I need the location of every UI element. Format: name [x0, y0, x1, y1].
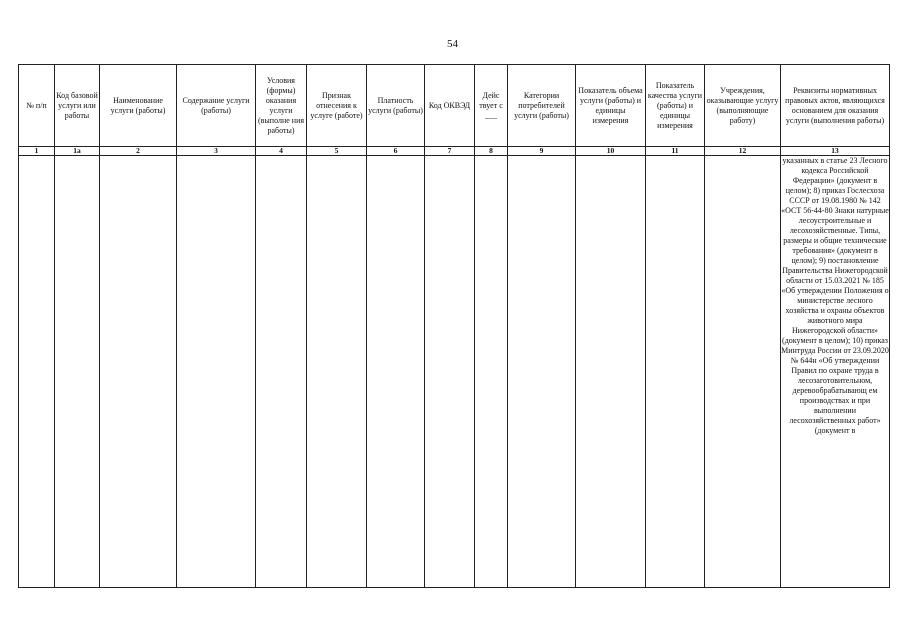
column-number: 8 — [475, 147, 508, 156]
table-cell — [646, 156, 705, 588]
header-cell: Код ОКВЭД — [425, 65, 475, 147]
header-cell: Учреждения, оказывающие услугу (выполняющие работу) — [705, 65, 781, 147]
column-number: 6 — [367, 147, 425, 156]
header-cell: Показатель объема услуги (работы) и единицы измерения — [576, 65, 646, 147]
column-number-row — [19, 147, 890, 156]
header-cell: Условия (формы) оказания услуги (выполне ния работы) — [256, 65, 307, 147]
column-number: 12 — [705, 147, 781, 156]
table-cell — [100, 156, 177, 588]
header-cell: Дейс твует с ___ — [475, 65, 508, 147]
header-cell: Категории потребителей услуги (работы) — [508, 65, 576, 147]
header-cell: Признак отнесения к услуге (работе) — [307, 65, 367, 147]
column-number: 1а — [55, 147, 100, 156]
column-number: 3 — [177, 147, 256, 156]
column-number: 7 — [425, 147, 475, 156]
header-row — [19, 65, 890, 147]
column-number: 10 — [576, 147, 646, 156]
table-cell — [576, 156, 646, 588]
table-cell — [256, 156, 307, 588]
header-cell: Содержание услуги (работы) — [177, 65, 256, 147]
table-cell — [307, 156, 367, 588]
header-cell: Показатель качества услуги (работы) и единицы измерения — [646, 65, 705, 147]
header-cell: Платность услуги (работы) — [367, 65, 425, 147]
table-cell — [475, 156, 508, 588]
table-cell — [705, 156, 781, 588]
column-number: 5 — [307, 147, 367, 156]
header-cell: Наименование услуги (работы) — [100, 65, 177, 147]
table-cell — [367, 156, 425, 588]
column-number: 4 — [256, 147, 307, 156]
table-row — [19, 156, 890, 588]
table-cell — [425, 156, 475, 588]
legal-acts-cell: указанных в статье 23 Лесного кодекса Российской Федерации» (документ в целом); 8) приказ Гослесхоза СССР от 19.08.1980 № 142 «ОСТ 56-44-80 Знаки натурные лесоустроительные и лесохозяйственные. Типы, размеры и общие технические требования» (документ в целом); 9) постановление Правительства Нижегородской области от 15.03.2021 № 185 «Об утверждении Положения о министерстве лесного хозяйства и охраны объектов животного мира Нижегородской области» (документ в целом); 10) приказ Минтруда России от 23.09.2020 № 644н «Об утверждении Правил по охране труда в лесозаготовительном, деревообрабатывающ ем производствах и при выполнении лесохозяйственных работ» (документ в — [781, 156, 890, 588]
header-cell: № п/п — [19, 65, 55, 147]
page-number: 54 — [447, 38, 458, 50]
services-registry-table — [18, 64, 890, 588]
table-cell — [508, 156, 576, 588]
table-cell — [55, 156, 100, 588]
header-cell: Реквизиты нормативных правовых актов, являющихся основанием для оказания услуги (выполнения работы) — [781, 65, 890, 147]
column-number: 13 — [781, 147, 890, 156]
column-number: 9 — [508, 147, 576, 156]
column-number: 2 — [100, 147, 177, 156]
header-cell: Код базовой услуги или работы — [55, 65, 100, 147]
table-cell — [177, 156, 256, 588]
column-number: 11 — [646, 147, 705, 156]
table-cell — [19, 156, 55, 588]
column-number: 1 — [19, 147, 55, 156]
